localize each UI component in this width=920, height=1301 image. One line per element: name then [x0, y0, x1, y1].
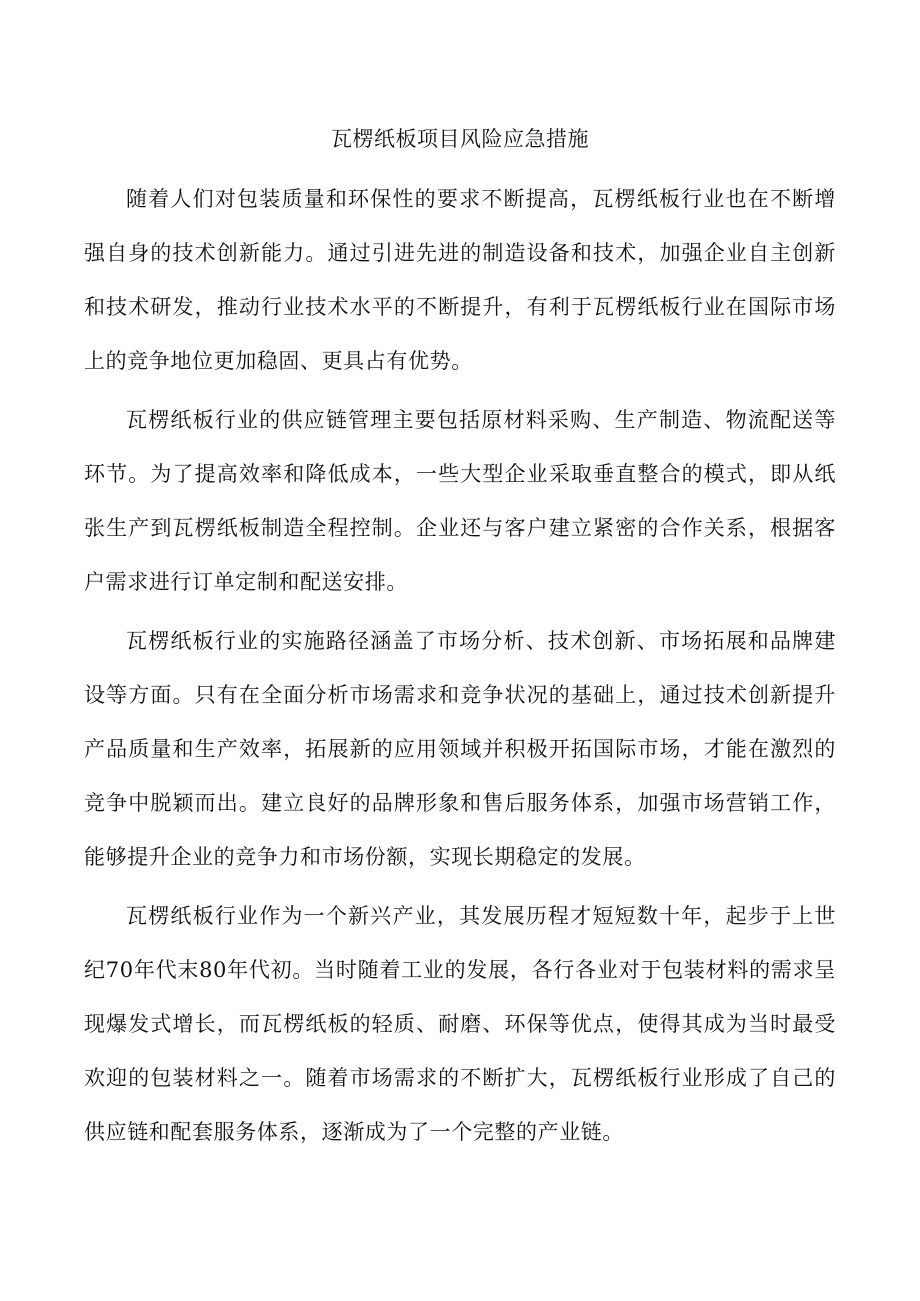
- paragraph-1: 随着人们对包装质量和环保性的要求不断提高，瓦楞纸板行业也在不断增强自身的技术创新能力。通过引进先进的制造设备和技术，加强企业自主创新和技术研发，推动行业技术水平的不断提升，有利于瓦楞纸板行业在国际市场上的竞争地位更加稳固、更具占有优势。: [84, 187, 836, 373]
- paragraph-3: 瓦楞纸板行业的实施路径涵盖了市场分析、技术创新、市场拓展和品牌建设等方面。只有在全面分析市场需求和竞争状况的基础上，通过技术创新提升产品质量和生产效率，拓展新的应用领域并积极开拓国际市场，才能在激烈的竞争中脱颖而出。建立良好的品牌形象和售后服务体系，加强市场营销工作，能够提升企业的竞争力和市场份额，实现长期稳定的发展。: [84, 629, 836, 869]
- paragraph-block: [84, 393, 836, 609]
- paragraph-block: [84, 614, 836, 884]
- paragraph-4: 瓦楞纸板行业作为一个新兴产业，其发展历程才短短数十年，起步于上世纪70年代末80年代初。当时随着工业的发展，各行各业对于包装材料的需求呈现爆发式增长，而瓦楞纸板的轻质、耐磨、环保等优点，使得其成为当时最受欢迎的包装材料之一。随着市场需求的不断扩大，瓦楞纸板行业形成了自己的供应链和配套服务体系，逐渐成为了一个完整的产业链。: [84, 904, 836, 1144]
- paragraph-2: 瓦楞纸板行业的供应链管理主要包括原材料采购、生产制造、物流配送等环节。为了提高效率和降低成本，一些大型企业采取垂直整合的模式，即从纸张生产到瓦楞纸板制造全程控制。企业还与客户建立紧密的合作关系，根据客户需求进行订单定制和配送安排。: [84, 408, 836, 594]
- paragraph-block: [84, 172, 836, 388]
- document-title: 瓦楞纸板项目风险应急措施: [331, 127, 589, 151]
- paragraph-block: [84, 889, 836, 1159]
